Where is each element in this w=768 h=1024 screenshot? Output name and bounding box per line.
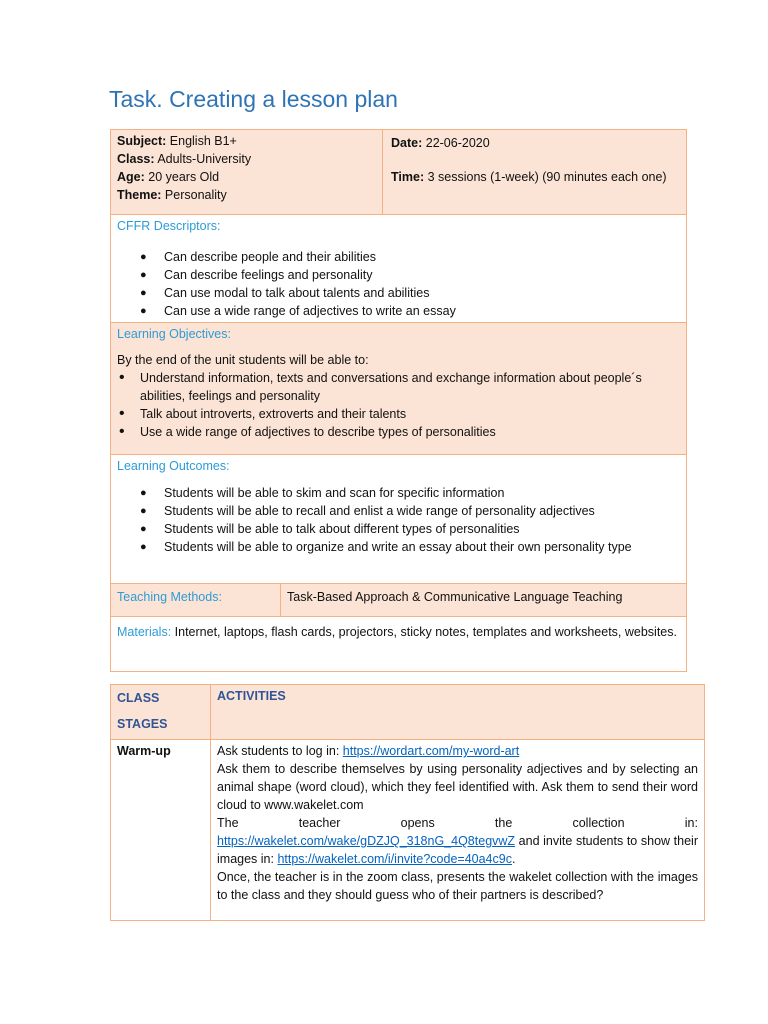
- list-item: • Talk about introverts, extroverts and their talents: [117, 405, 680, 423]
- stages-header: [111, 685, 211, 740]
- warmup-text-3: The teacher opens the collection in:: [217, 816, 698, 830]
- objectives-intro: By the end of the unit students will be able to:: [117, 353, 369, 367]
- theme-value: Personality: [161, 188, 227, 202]
- list-item: • Use a wide range of adjectives to describe types of personalities: [117, 423, 680, 441]
- warmup-activities: [211, 740, 705, 921]
- page-title: Task. Creating a lesson plan: [109, 86, 398, 112]
- lesson-plan-table: [110, 129, 687, 672]
- cffr-title: CFFR Descriptors:: [117, 219, 221, 233]
- warmup-text-5: .: [511, 852, 516, 866]
- subject-value: English B1+: [166, 134, 237, 148]
- list-item: ● Students will be able to recall and enlist a wide range of personality adjectives: [140, 502, 680, 520]
- materials-label: Materials:: [117, 625, 172, 639]
- activities-header: [211, 685, 705, 740]
- methods-label-text: Teaching Methods:: [117, 590, 222, 604]
- cffr-cell: [111, 215, 687, 323]
- outcomes-list: [117, 484, 680, 556]
- methods-row: [111, 584, 687, 617]
- outcomes-cell: [111, 455, 687, 584]
- activities-header-row: [111, 685, 705, 740]
- methods-label: [111, 584, 281, 617]
- warmup-text-1: Ask students to log in:: [217, 744, 343, 758]
- outcomes-title: Learning Outcomes:: [117, 459, 230, 473]
- list-item: ● Can describe people and their abilities: [140, 248, 680, 266]
- list-item: ● Students will be able to talk about different types of personalities: [140, 520, 680, 538]
- subject-label: Subject:: [117, 134, 167, 148]
- activities-header-text: ACTIVITIES: [217, 689, 286, 703]
- age-line: [117, 168, 376, 186]
- list-item: ● Can use a wide range of adjectives to write an essay: [140, 302, 680, 320]
- time-line: [391, 167, 680, 187]
- class-value: Adults-University: [154, 152, 252, 166]
- age-label: Age:: [117, 170, 145, 184]
- objectives-list: [117, 369, 680, 441]
- warmup-row: [111, 740, 705, 921]
- date-line: [391, 134, 680, 152]
- objectives-row: [111, 323, 687, 455]
- list-item: • Understand information, texts and conversations and exchange information about people´s abilities, feelings and personality: [117, 369, 680, 405]
- materials-row: [111, 617, 687, 672]
- outcomes-row: [111, 455, 687, 584]
- cffr-list: [117, 248, 680, 320]
- objectives-cell: [111, 323, 687, 455]
- materials-value: Internet, laptops, flash cards, projectors, sticky notes, templates and worksheets, websites.: [171, 625, 677, 639]
- warmup-line-1: [217, 742, 698, 760]
- info-cell-left: [111, 130, 383, 215]
- list-item: ● Students will be able to skim and scan for specific information: [140, 484, 680, 502]
- time-label: Time:: [391, 170, 425, 184]
- age-value: 20 years Old: [144, 170, 220, 184]
- wakelet-invite-link[interactable]: https://wakelet.com/i/invite?code=40a4c9c: [277, 852, 512, 866]
- theme-label: Theme:: [117, 188, 162, 202]
- warmup-stage: Warm-up: [111, 740, 211, 921]
- list-item: ● Can use modal to talk about talents and abilities: [140, 284, 680, 302]
- class-line: [117, 150, 376, 168]
- warmup-line-3: [217, 814, 698, 868]
- objectives-title: Learning Objectives:: [117, 327, 231, 341]
- methods-value: Task-Based Approach & Communicative Language Teaching: [281, 584, 687, 617]
- list-item: ● Can describe feelings and personality: [140, 266, 680, 284]
- warmup-text-6: Once, the teacher is in the zoom class, presents the wakelet collection with the images to the class and they should guess who of their partners is described?: [217, 870, 698, 902]
- time-value: 3 sessions (1-week) (90 minutes each one): [424, 170, 667, 184]
- info-row: [111, 130, 687, 215]
- date-value: 22-06-2020: [422, 136, 490, 150]
- materials-cell: [111, 617, 687, 672]
- stages-header-line2: STAGES: [117, 717, 168, 731]
- cffr-row: [111, 215, 687, 323]
- wordart-link[interactable]: https://wordart.com/my-word-art: [342, 744, 520, 758]
- class-label: Class:: [117, 152, 155, 166]
- theme-line: [117, 186, 376, 204]
- date-label: Date:: [391, 136, 423, 150]
- warmup-text-2: Ask them to describe themselves by using personality adjectives and by selecting an animal shape (word cloud), which they feel identified with. Ask them to send their word cloud to www.wakelet.com: [217, 762, 698, 812]
- stages-header-line1: CLASS: [117, 691, 160, 705]
- activities-table: [110, 684, 705, 921]
- subject-line: [117, 132, 376, 150]
- warmup-text-4: and invite students to show their images in:: [217, 834, 698, 866]
- wakelet-collection-link[interactable]: https://wakelet.com/wake/gDZJQ_318nG_4Q8tegvwZ: [217, 834, 516, 848]
- list-item: ● Students will be able to organize and write an essay about their own personality type: [140, 538, 680, 556]
- info-cell-right: [383, 130, 687, 215]
